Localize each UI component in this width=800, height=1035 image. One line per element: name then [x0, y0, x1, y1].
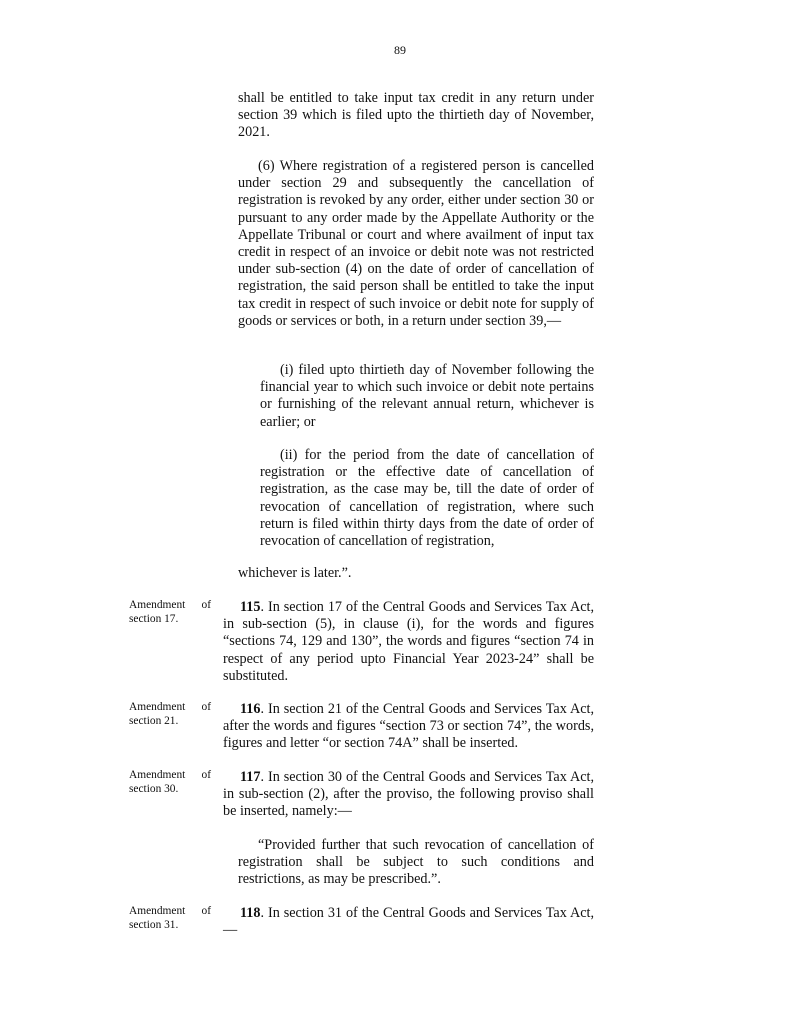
margin-note-word: Amendment — [129, 769, 186, 781]
margin-note-section-17 — [129, 599, 211, 626]
margin-note-of: of — [201, 905, 211, 917]
margin-note-of: of — [201, 701, 211, 713]
section-118-paragraph — [223, 905, 594, 939]
margin-note-section: section 21. — [129, 714, 179, 727]
section-text: . In section 30 of the Central Goods and Services Tax Act, in sub-section (2), after the proviso, the following proviso shall be inserted, namely:— — [223, 769, 594, 820]
margin-note-section: section 31. — [129, 918, 179, 931]
section-text: . In section 31 of the Central Goods and Services Tax Act,— — [223, 905, 594, 939]
section-number: 116 — [240, 701, 261, 717]
section-116-paragraph — [223, 701, 594, 753]
whichever-later-text: whichever is later.”. — [238, 565, 352, 581]
margin-note-of: of — [201, 599, 211, 611]
sub-section-6-paragraph: (6) Where registration of a registered person is cancelled under section 29 and subsequently the cancellation of registration is revoked by any order, either under section 30 or pursuant to any order made by the Appellate Authority or the Appellate Tribunal or court and where availment of input tax credit in respect of an invoice or debit note was not restricted under sub-section (4) on the date of order of cancellation of registration, the said person shall be entitled to take the input tax credit in respect of such invoice or debit note for supply of goods or services or both, in a return under section 39,— — [238, 158, 594, 329]
margin-note-section-21 — [129, 701, 211, 728]
clause-i-paragraph: (i) filed upto thirtieth day of November following the financial year to which such invoice or debit note pertains or furnishing of the relevant annual return, whichever is earlier; or — [260, 362, 594, 430]
margin-note-section-30 — [129, 769, 211, 796]
clause-ii-paragraph: (ii) for the period from the date of cancellation of registration or the effective date of cancellation of registration, as the case may be, till the date of order of revocation of cancellation of registration, where such return is filed within thirty days from the date of order of revocation of cancellation of registration, — [260, 447, 594, 550]
section-text: . In section 17 of the Central Goods and Services Tax Act, in sub-section (5), in clause (i), for the words and figures “sections 74, 129 and 130”, the words and figures “section 74 in respect of any period upto Financial Year 2023-24” shall be substituted. — [223, 599, 594, 684]
margin-note-section: section 30. — [129, 782, 179, 795]
margin-note-word: Amendment — [129, 701, 186, 713]
margin-note-of: of — [201, 769, 211, 781]
section-number: 115 — [240, 599, 261, 615]
margin-note-section: section 17. — [129, 612, 179, 625]
continuation-paragraph: shall be entitled to take input tax credit in any return under section 39 which is filed upto the thirtieth day of November, 2021. — [238, 90, 594, 141]
section-number: 117 — [240, 769, 261, 785]
margin-note-section-31 — [129, 905, 211, 932]
section-number: 118 — [240, 905, 261, 921]
proviso-paragraph: “Provided further that such revocation of cancellation of registration shall be subject to such conditions and restrictions, as may be prescribed.”. — [238, 837, 594, 888]
page-number: 89 — [394, 43, 406, 57]
section-text: . In section 21 of the Central Goods and Services Tax Act, after the words and figures “section 73 or section 74”, the words, figures and letter “or section 74A” shall be inserted. — [223, 701, 594, 752]
section-115-paragraph — [223, 599, 594, 685]
margin-note-word: Amendment — [129, 905, 186, 917]
section-117-paragraph — [223, 769, 594, 821]
margin-note-word: Amendment — [129, 599, 186, 611]
